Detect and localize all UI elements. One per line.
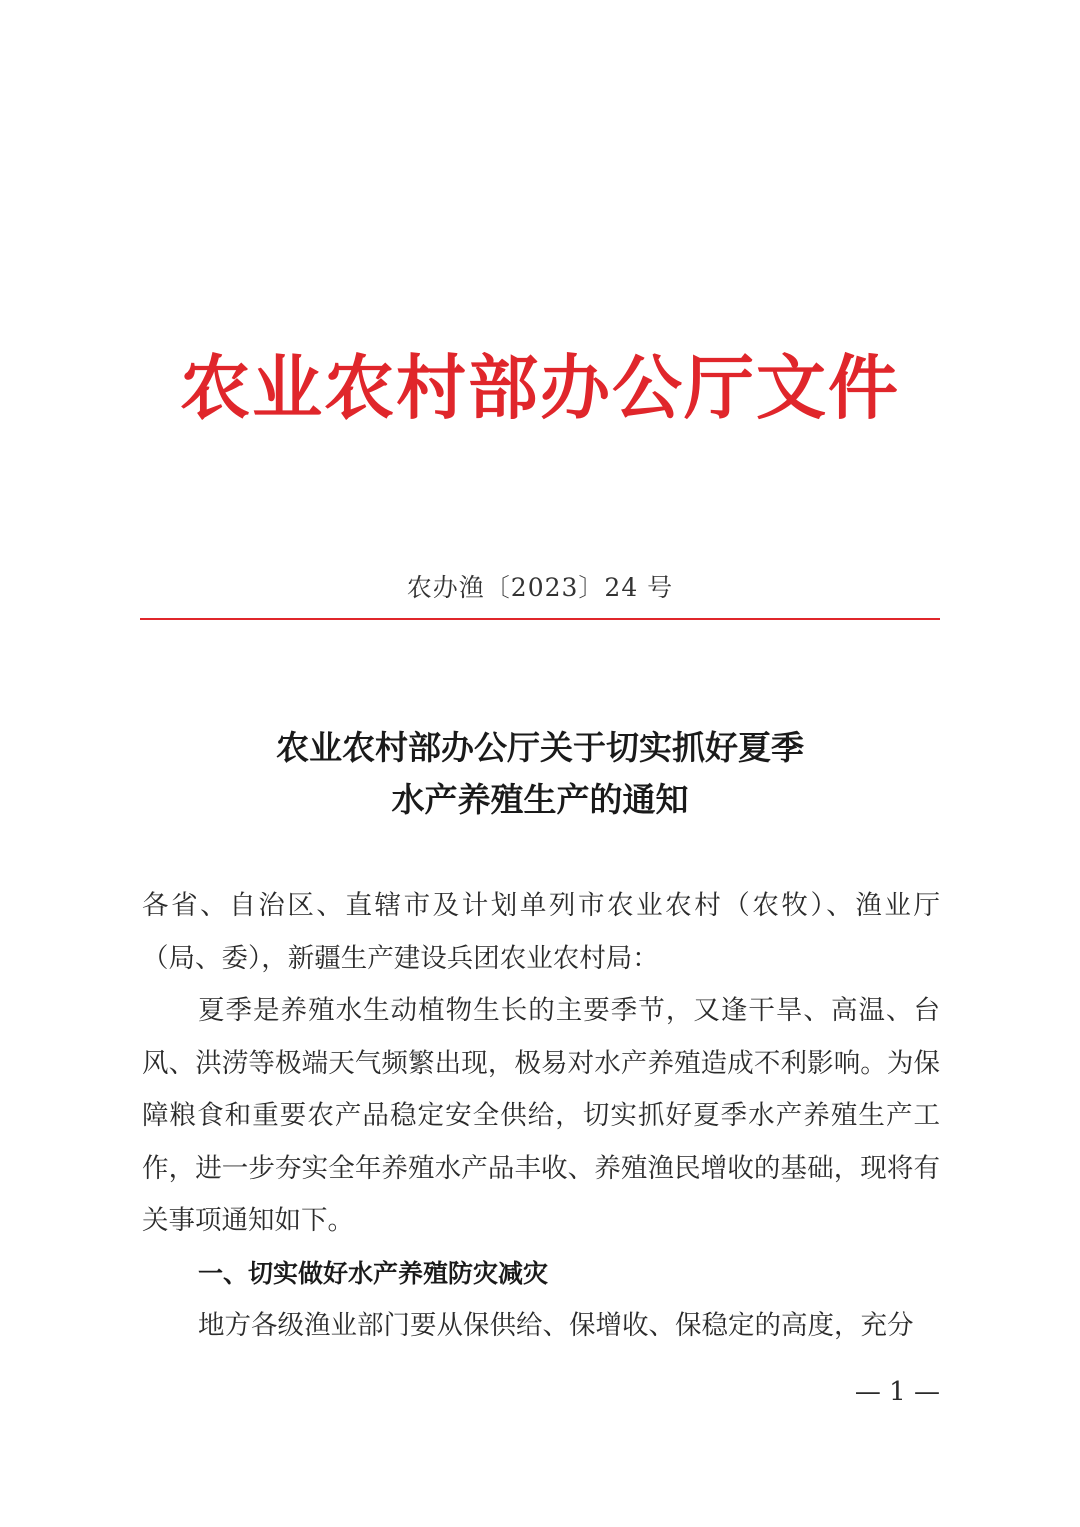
intro-paragraph: 夏季是养殖水生动植物生长的主要季节，又逢干旱、高温、台风、洪涝等极端天气频繁出现，极易对水产养殖造成不利影响。为保障粮食和重要农产品稳定安全供给，切实抓好夏季水产养殖生产工作，进一步夯实全年养殖水产品丰收、养殖渔民增收的基础，现将有关事项通知如下。 xyxy=(142,995,940,1236)
document-number: 农办渔〔2023〕24 号 xyxy=(406,573,674,602)
page-number: — 1 — xyxy=(854,1377,940,1407)
red-divider-line xyxy=(140,618,940,620)
notice-title-line-1: 农业农村部办公厅关于切实抓好夏季 xyxy=(276,728,804,767)
masthead-title: 农业农村部办公厅文件 xyxy=(180,346,900,429)
addressee: 各省、自治区、直辖市及计划单列市农业农村（农牧）、渔业厅（局、委），新疆生产建设兵团农业农村局： xyxy=(142,890,940,974)
section-paragraph: 地方各级渔业部门要从保供给、保增收、保稳定的高度，充分 xyxy=(198,1310,914,1341)
document-body xyxy=(142,880,940,1353)
section-heading: 一、切实做好水产养殖防灾减灾 xyxy=(198,1258,549,1288)
notice-title xyxy=(140,722,940,826)
notice-title-line-2: 水产养殖生产的通知 xyxy=(391,780,689,819)
